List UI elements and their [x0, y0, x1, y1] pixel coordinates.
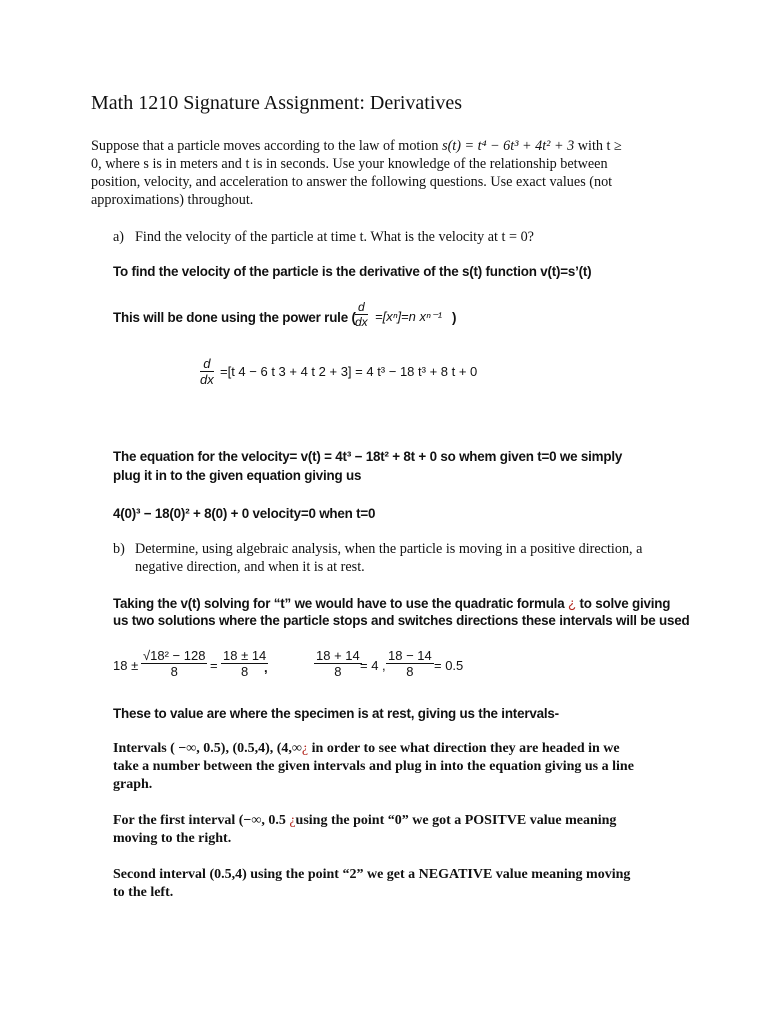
question-a-text: Find the velocity of the particle at time t. What is the velocity at t = 0? — [135, 229, 534, 245]
intro-text: Suppose that a particle moves according to the law of motion — [91, 138, 443, 154]
quadratic-fraction-1-denominator: 8 — [170, 664, 178, 679]
velocity-line-2: plug it in to the given equation giving us — [113, 468, 362, 483]
power-rule-suffix: ) — [452, 310, 457, 325]
intro-line-3: position, velocity, and acceleration to answer the following questions. Use exact values (not — [91, 174, 613, 190]
quadratic-fraction-2-denominator: 8 — [241, 664, 249, 679]
rest-line: These to value are where the specimen is at rest, giving us the intervals- — [113, 706, 559, 721]
power-rule-formula: =[xⁿ]=n xⁿ⁻¹ — [375, 309, 442, 324]
derivative-numerator: d — [200, 356, 214, 372]
quadratic-fraction-2-numerator: 18 ± 14 — [223, 648, 267, 663]
quadratic-prefix: 18 ± — [113, 658, 139, 673]
derivative-fraction — [200, 356, 214, 387]
quadratic-text-tail: to solve giving — [575, 596, 671, 611]
quadratic-result-2: = 0.5 — [434, 658, 464, 673]
question-b-line-1: Determine, using algebraic analysis, when the particle is moving in a positive direction, a — [135, 541, 643, 557]
quadratic-fraction-4 — [386, 648, 434, 679]
first-interval-line-1 — [113, 813, 616, 829]
first-interval-text: For the first interval (−∞, 0.5 — [113, 813, 290, 828]
power-rule-numerator: d — [355, 300, 368, 315]
answer-a-line-1: To find the velocity of the particle is the derivative of the s(t) function v(t)=s’(t) — [113, 264, 592, 279]
quadratic-equals: = — [210, 658, 218, 673]
intervals-line-2: take a number between the given intervals and plug in into the equation giving us a line — [113, 759, 634, 774]
first-interval-text-tail: using the point “0” we got a POSITVE value meaning — [295, 813, 617, 828]
quadratic-line-2: us two solutions where the particle stops and switches directions these intervals will be used — [113, 613, 690, 628]
quadratic-result-1: = 4 , — [360, 658, 386, 673]
quadratic-fraction-3-denominator: 8 — [334, 664, 342, 679]
intro-line-4: approximations) throughout. — [91, 192, 254, 208]
second-interval-line-2: to the left. — [113, 885, 174, 900]
first-interval-symbol: ¿ — [289, 813, 296, 828]
intervals-text: Intervals ( −∞, 0.5), (0.5,4), (4,∞ — [113, 741, 302, 756]
quadratic-fraction-3-numerator: 18 + 14 — [316, 648, 360, 663]
intervals-symbol: ¿ — [301, 741, 309, 756]
intro-text-tail: with t ≥ — [574, 138, 622, 154]
quadratic-symbol: ¿ — [567, 596, 576, 611]
derivative-equation: =[t 4 − 6 t 3 + 4 t 2 + 3] = 4 t³ − 18 t³ + 8 t + 0 — [220, 364, 478, 379]
quadratic-fraction-4-denominator: 8 — [406, 664, 414, 679]
page-title: Math 1210 Signature Assignment: Derivatives — [91, 92, 463, 114]
question-a-marker: a) — [113, 229, 125, 245]
question-b-line-2: negative direction, and when it is at rest. — [135, 559, 365, 575]
intervals-line-3: graph. — [113, 777, 153, 792]
power-rule-denominator: dx — [355, 315, 368, 329]
quadratic-text: Taking the v(t) solving for “t” we would have to use the quadratic formula — [113, 596, 568, 611]
derivative-denominator: dx — [200, 372, 214, 387]
quadratic-line-1 — [113, 596, 670, 611]
second-interval-line-1: Second interval (0.5,4) using the point “2” we get a NEGATIVE value meaning moving — [113, 867, 631, 882]
quadratic-fraction-1 — [141, 648, 207, 679]
quadratic-comma: , — [264, 660, 268, 675]
intervals-line-1 — [113, 741, 620, 757]
intro-line-2: 0, where s is in meters and t is in seconds. Use your knowledge of the relationship between — [91, 156, 608, 172]
power-rule-prefix: This will be done using the power rule ( — [113, 310, 356, 325]
intro-equation: s(t) = t⁴ − 6t³ + 4t² + 3 — [442, 138, 575, 154]
intervals-text-tail: in order to see what direction they are headed in we — [308, 741, 620, 756]
velocity-line-1: The equation for the velocity= v(t) = 4t³ − 18t² + 8t + 0 so whem given t=0 we simply — [113, 449, 623, 464]
question-b-marker: b) — [113, 541, 125, 557]
quadratic-fraction-2 — [221, 648, 268, 679]
evaluation-line: 4(0)³ − 18(0)² + 8(0) + 0 velocity=0 when t=0 — [113, 506, 376, 521]
power-rule-fraction — [355, 300, 368, 329]
quadratic-fraction-4-numerator: 18 − 14 — [388, 648, 432, 663]
first-interval-line-2: moving to the right. — [113, 831, 232, 846]
quadratic-fraction-3 — [314, 648, 362, 679]
intro-line-1 — [91, 137, 622, 155]
quadratic-fraction-1-numerator: √18² − 128 — [143, 648, 206, 663]
